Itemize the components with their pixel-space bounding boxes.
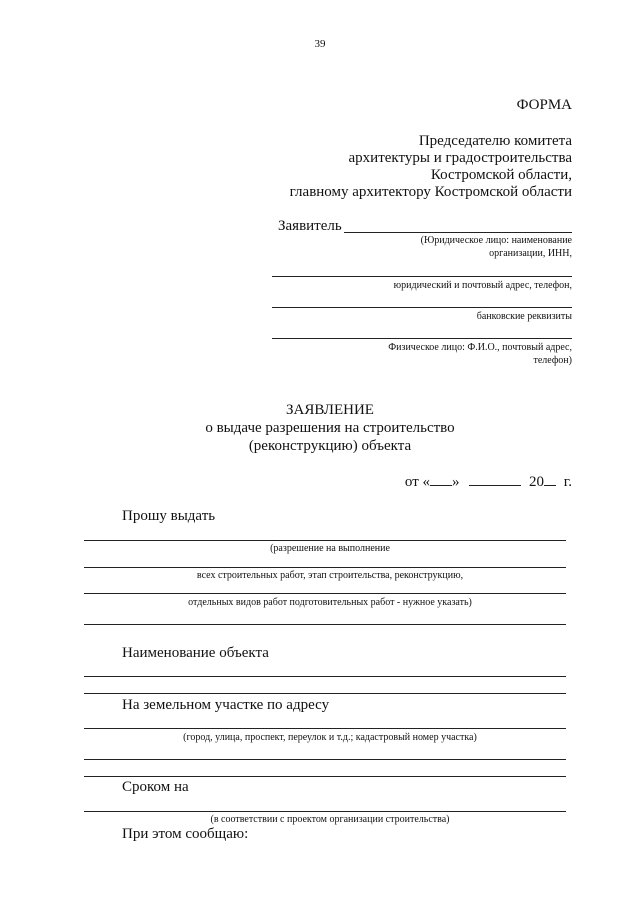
applicant-hint-3: банковские реквизиты: [476, 311, 572, 322]
request-field-line-3[interactable]: [84, 593, 566, 594]
applicant-hint-4a: Физическое лицо: Ф.И.О., почтовый адрес,: [388, 342, 572, 353]
applicant-label: Заявитель: [278, 218, 342, 234]
land-plot-hint: (город, улица, проспект, переулок и т.д.; кадастровый номер участка): [183, 732, 477, 743]
request-field-line-1[interactable]: [84, 540, 566, 541]
addressee-line-2: архитектуры и градостроительства: [348, 150, 572, 166]
land-plot-field-line-3[interactable]: [84, 776, 566, 777]
applicant-hint-2: юридический и почтовый адрес, телефон,: [393, 280, 572, 291]
applicant-hint-1b: организации, ИНН,: [489, 248, 572, 259]
term-label: Сроком на: [122, 779, 189, 795]
request-hint-3: отдельных видов работ подготовительных работ - нужное указать): [188, 597, 472, 608]
land-plot-field-line-1[interactable]: [84, 728, 566, 729]
request-hint-2: всех строительных работ, этап строительства, реконструкцию,: [196, 570, 464, 581]
date-line: [405, 473, 572, 491]
applicant-field-line-2[interactable]: [272, 276, 572, 277]
form-label: ФОРМА: [516, 97, 572, 113]
applicant-field-line-4[interactable]: [272, 338, 572, 339]
request-label: Прошу выдать: [122, 508, 216, 524]
document-title: ЗАЯВЛЕНИЕ: [286, 402, 374, 418]
document-title-line-2: о выдаче разрешения на строительство: [205, 420, 455, 436]
object-name-field-line-2[interactable]: [84, 693, 566, 694]
term-hint: (в соответствии с проектом организации строительства): [210, 814, 450, 825]
document-title-line-3: (реконструкцию) объекта: [248, 438, 412, 454]
applicant-hint-4b: телефон): [533, 355, 572, 366]
request-hint-1: (разрешение на выполнение: [270, 543, 390, 554]
request-field-line-4[interactable]: [84, 624, 566, 625]
date-year-prefix: 20: [529, 474, 545, 490]
request-field-line-2[interactable]: [84, 567, 566, 568]
date-quote-close: »: [452, 474, 460, 490]
applicant-field-line-3[interactable]: [272, 307, 572, 308]
object-name-field-line-1[interactable]: [84, 676, 566, 677]
applicant-hint-1a: (Юридическое лицо: наименование: [420, 235, 572, 246]
addressee-line-4: главному архитектору Костромской области: [289, 184, 572, 200]
addressee-line-3: Костромской области,: [430, 167, 572, 183]
page-number: 39: [314, 38, 326, 50]
date-day-field[interactable]: [430, 473, 452, 486]
term-field-line[interactable]: [84, 811, 566, 812]
applicant-field-line-1[interactable]: [344, 232, 572, 233]
land-plot-label: На земельном участке по адресу: [122, 697, 330, 713]
inform-label: При этом сообщаю:: [122, 826, 249, 842]
date-suffix: г.: [563, 474, 572, 490]
land-plot-field-line-2[interactable]: [84, 759, 566, 760]
date-month-field[interactable]: [469, 473, 521, 486]
addressee-line-1: Председателю комитета: [418, 133, 572, 149]
date-year-field[interactable]: [544, 473, 556, 486]
object-name-label: Наименование объекта: [122, 645, 269, 661]
date-prefix: от «: [404, 474, 431, 490]
